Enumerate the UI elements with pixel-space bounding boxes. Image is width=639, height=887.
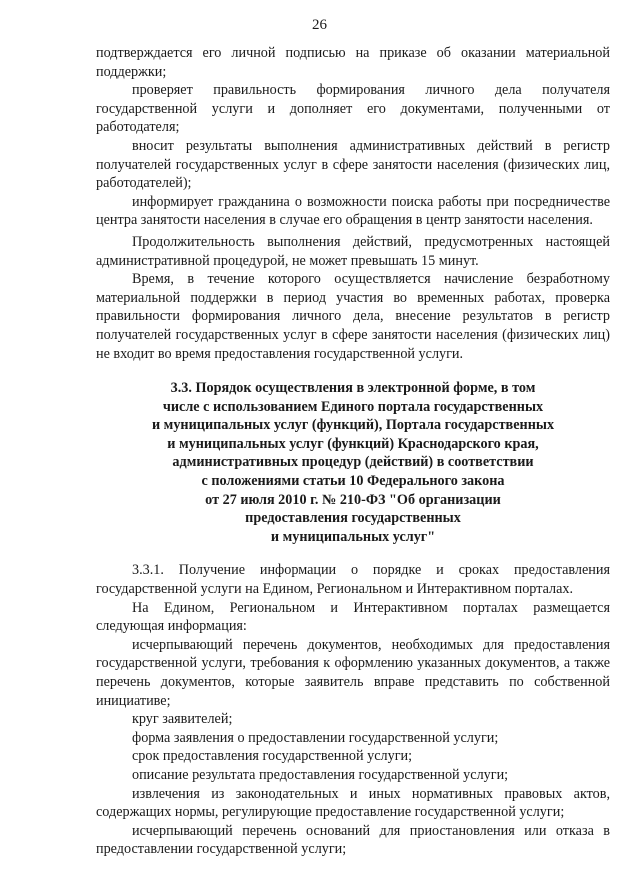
paragraph: 3.3.1. Получение информации о порядке и сроках предоставления государственной услуги на Едином, Региональном и Интерактивном порталах. [96,562,610,598]
paragraph: подтверждается его личной подписью на приказе об оказании материальной поддержки; [96,45,610,80]
list-item: исчерпывающий перечень оснований для приостановления или отказа в предоставлении государственной услуги; [96,822,610,858]
paragraph: Время, в течение которого осуществляется начисление безработному материальной поддержки в период участия во временных работах, проверка правильности формирования личного дела, внесение результатов в регистр получателей государственных услуг в сфере занятости населения (физических лиц) не входит во время предоставления государственной услуги. [96,271,610,362]
list-item: форма заявления о предоставлении государственной услуги; [132,729,499,746]
section-heading: 3.3. Порядок осуществления в электронной форме, в том числе с использованием Единого портала государственных и муниципальных услуг (функций), Портала государственных и муниципальных услуг (функций) Краснодарского края, административных процедур (действий) в соответствии с положениями статьи 10 Федерального закона от 27 июля 2010 г. № 210-ФЗ "Об организации предоставления государственных и муниципальных услуг" [151,380,555,545]
paragraph: проверяет правильность формирования личного дела получателя государственной услуги и дополняет его документами, полученными от работодателя; [96,82,610,136]
paragraph: Продолжительность выполнения действий, предусмотренных настоящей административной процедурой, не может превышать 15 минут. [96,233,610,269]
page-number: 26 [312,17,327,33]
document-body [96,44,610,859]
list-item: описание результата предоставления государственной услуги; [132,766,509,783]
paragraph: вносит результаты выполнения административных действий в регистр получателей государственных услуг в сфере занятости населения (физических лиц, работодателей); [96,137,610,192]
paragraphs-after-heading [96,561,610,859]
list-item: срок предоставления государственной услуги; [132,748,413,765]
list-item: извлечения из законодательных и иных нормативных правовых актов, содержащих нормы, регулирующие предоставление государственной услуги; [96,785,610,821]
paragraphs-before-heading [96,44,610,363]
paragraph: исчерпывающий перечень документов, необходимых для предоставления государственной услуги, требования к оформлению указанных документов, а также перечень документов, которые заявитель вправе представить по собственной инициативе; [96,636,610,709]
list-item: круг заявителей; [132,711,233,728]
paragraph: На Едином, Региональном и Интерактивном порталах размещается следующая информация: [96,599,610,635]
paragraph: информирует гражданина о возможности поиска работы при посредничестве центра занятости населения в случае его обращения в центр занятости населения. [96,193,610,229]
